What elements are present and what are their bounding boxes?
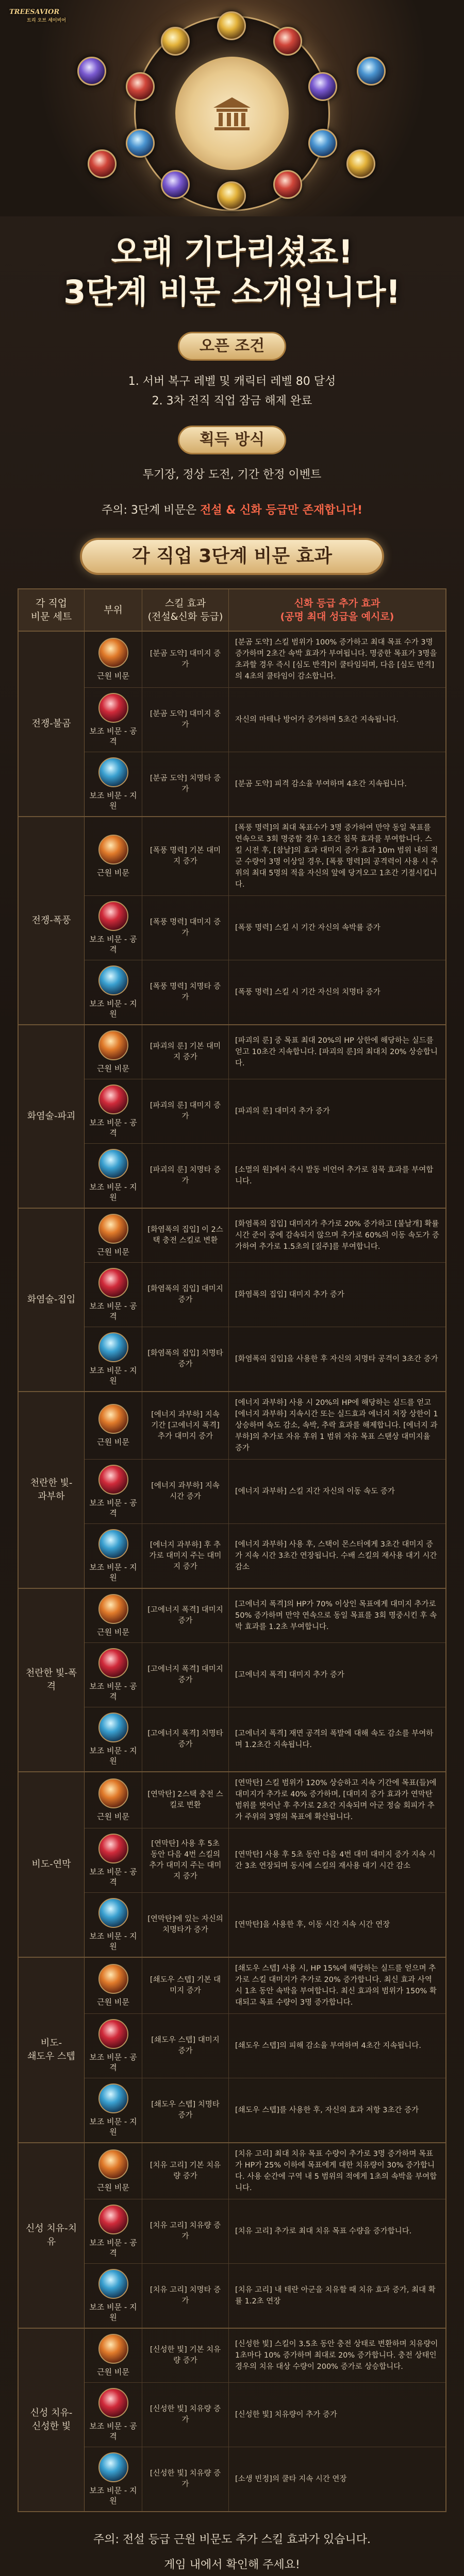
mythic-effect: [쇄도우 스텝]의 피해 감소율 부여하며 4초간 지속됩니다. — [235, 2042, 421, 2050]
wheel-center — [175, 57, 289, 170]
rune-slot — [85, 2199, 142, 2263]
effects-banner: 각 직업 3단계 비문 효과 — [80, 538, 384, 575]
skill-effect: [고에너지 폭격] 대미지 증가 — [142, 1589, 229, 1642]
rune-gem-icon — [273, 27, 302, 56]
rune-gem-icon — [346, 149, 375, 178]
rune-icon — [98, 1834, 128, 1863]
table-row — [85, 1144, 445, 1208]
rune-slot-label: 보조 비문 - 지원 — [89, 2486, 137, 2505]
rune-icon — [98, 1778, 128, 1808]
rune-icon — [98, 1529, 128, 1559]
rune-slot — [85, 1209, 142, 1262]
headline-line-1: 오래 기다리셨죠! — [111, 233, 353, 270]
rune-slot — [85, 817, 142, 895]
table-group — [19, 1392, 445, 1589]
skill-effect: [고에너지 폭격] 치명타 증가 — [142, 1707, 229, 1771]
skill-effect: [쇄도우 스텝] 대미지 증가 — [142, 2014, 229, 2078]
rune-slot — [85, 2383, 142, 2447]
rune-slot — [85, 1524, 142, 1588]
rune-slot — [85, 752, 142, 816]
rune-set-name: 전쟁-폭풍 — [19, 817, 85, 1024]
skill-effect: [폭풍 명력] 치명타 증가 — [142, 960, 229, 1024]
skill-effect: [치유 고리] 치명타 증가 — [142, 2264, 229, 2328]
rune-slot-label: 보조 비문 - 지원 — [89, 2302, 137, 2322]
rune-icon — [98, 1648, 128, 1678]
rune-slot — [85, 1460, 142, 1523]
rune-slot-label: 보조 비문 - 공격 — [89, 1682, 137, 1701]
mythic-effect: [폭풍 명력]의 최대 목표수가 3명 증가하여 만약 동일 목표를 연속으로 3회 명중할 경우 1초간 침묵 효과를 부여합니다. 스킬 시전 후, [참날]의 효과 대미지 증가 효과 10m 범위 내의 적군 수량이 3명 이상일 경우, [폭풍 명력]의 공격력이 사용 시 주위의 최대 5명의 적을 자신의 앞에 당겨오고 1초간 기절시킵니다. — [235, 824, 438, 889]
mythic-effect: [고에너지 폭격] 재면 공격의 폭발에 대해 속도 감소를 부여하며 1.2초간 지속됩니다. — [235, 1730, 434, 1749]
skill-effect: [폭풍 명력] 기본 대미지 증가 — [142, 817, 229, 895]
rune-gem-icon — [161, 27, 190, 56]
skill-effect: [쇄도우 스텝] 기본 대미지 증가 — [142, 1958, 229, 2013]
header-skill-effect: 스킬 효과 (전설&신화 등급) — [142, 589, 229, 631]
hero-banner — [0, 0, 464, 216]
skill-effect: [치유 고리] 치유량 증가 — [142, 2199, 229, 2263]
rune-slot — [85, 1643, 142, 1707]
mythic-effect: [소생 빈정]의 쿨타 지속 시간 연장 — [235, 2475, 347, 2483]
mythic-effect: [에너지 과부하] 사용 후, 스택이 몬스터에게 3초간 대미지 증가 지속 시간 3초간 연장됩니다. 수배 스킬의 재사용 대기 시간 감소 — [235, 1540, 437, 1571]
rune-icon — [98, 2019, 128, 2049]
rune-slot — [85, 1079, 142, 1143]
mythic-effect: 자신의 마테나 방어가 증가하며 5초간 지속됩니다. — [235, 716, 399, 724]
grade-note — [0, 501, 464, 517]
rune-slot — [85, 1025, 142, 1079]
table-group — [19, 1209, 445, 1392]
conditions-label: 오픈 조건 — [178, 332, 286, 361]
rune-set-name: 전쟁-불곰 — [19, 632, 85, 816]
headline-line-2: 3단계 비문 소개입니다! — [63, 273, 401, 311]
rune-icon — [98, 1713, 128, 1742]
rune-slot — [85, 960, 142, 1024]
rune-icon — [98, 757, 128, 787]
grade-note-highlight: 전설 & 신화 등급만 존재합니다! — [200, 504, 363, 517]
rune-slot-label: 보조 비문 - 공격 — [89, 1498, 137, 1518]
table-group — [19, 1589, 445, 1772]
logo-text: TREESAVIOR — [9, 8, 60, 16]
rune-gem-icon — [77, 57, 106, 86]
rune-gem-icon — [88, 149, 117, 178]
rune-icon — [98, 1030, 128, 1060]
rune-slot — [85, 1772, 142, 1828]
game-logo — [9, 8, 66, 33]
mythic-effect: [소멸의 원]에서 즉시 발동 비언어 추가로 침묵 효과를 부여합니다. — [235, 1166, 434, 1185]
skill-effect: [연막탄] 사용 후 5초 동안 다음 4번 스킬의 추가 대미지 주는 대미지 증가 — [142, 1828, 229, 1892]
footer-note: 주의: 전설 등급 근원 비문도 추가 스킬 효과가 있습니다. — [93, 2533, 371, 2546]
mythic-effect: [신성한 빛] 스킬이 3.5초 동안 충전 상태로 변환하며 치유량이 1초마다 10% 증가하며 최대로 20% 증가합니다. 충전 상태인 경우의 치유 대상 수량이 200% 증가로 상승합니다. — [235, 2340, 438, 2371]
table-row — [85, 960, 445, 1024]
table-group — [19, 2329, 445, 2511]
table-row — [85, 1772, 445, 1828]
rune-gem-icon — [126, 129, 155, 158]
rune-slot-label: 근원 비문 — [97, 1064, 129, 1073]
mythic-effect: [치유 고리] 내 테란 아군을 치유할 때 치유 효과 증가, 최대 확률 1.2초 연장 — [235, 2286, 436, 2306]
skill-effect: [분곰 도약] 치명타 증가 — [142, 752, 229, 816]
table-row — [85, 1209, 445, 1263]
rune-gem-icon — [308, 72, 337, 101]
table-row — [85, 2383, 445, 2447]
rune-icon — [98, 1964, 128, 1994]
table-row — [85, 2447, 445, 2511]
table-row — [85, 2143, 445, 2199]
rune-slot — [85, 2264, 142, 2328]
table-row — [85, 1025, 445, 1079]
skill-effect: [연막탄]에 있는 자신의 치명타가 증가 — [142, 1893, 229, 1957]
skill-effect: [연막탄] 2스택 충전 스킬로 변환 — [142, 1772, 229, 1828]
rune-slot-label: 보조 비문 - 지원 — [89, 1931, 137, 1951]
mythic-effect: [화염폭의 집입] 대미지 추가 증가 — [235, 1291, 344, 1299]
mythic-effect: [파괴의 룬] 중 목표 최대 20%의 HP 상한에 해당하는 실드를 얻고 10초간 지속합니다. [파괴의 룬]의 최대치 20% 상승합니다. — [235, 1037, 438, 1067]
table-row — [85, 1707, 445, 1771]
skill-effect: [화염폭의 집입] 대미지 증가 — [142, 1263, 229, 1327]
acquire-text: 투기장, 정상 도전, 기간 한정 이벤트 — [142, 468, 322, 481]
mythic-effect: [신성한 빛] 치유량이 추가 증가 — [235, 2411, 337, 2419]
skill-effect: [파괴의 룬] 치명타 증가 — [142, 1144, 229, 1208]
rune-icon — [98, 835, 128, 865]
table-row — [85, 632, 445, 688]
rune-icon — [98, 1214, 128, 1244]
rune-slot-label: 보조 비문 - 지원 — [89, 1563, 137, 1582]
rune-slot-label: 보조 비문 - 공격 — [89, 2238, 137, 2258]
table-row — [85, 2329, 445, 2383]
condition-item: 2. 3차 전직 직업 잠금 해제 완료 — [152, 395, 312, 408]
table-row — [85, 2199, 445, 2264]
rune-slot — [85, 1958, 142, 2013]
rune-icon — [98, 2269, 128, 2299]
rune-icon — [98, 1594, 128, 1624]
rune-slot — [85, 2329, 142, 2382]
table-row — [85, 1958, 445, 2014]
rune-slot — [85, 1707, 142, 1771]
rune-slot-label: 근원 비문 — [97, 1628, 129, 1637]
table-row — [85, 1828, 445, 1893]
rune-slot-label: 보조 비문 - 공격 — [89, 935, 137, 954]
rune-gem-icon — [126, 72, 155, 101]
mythic-effect: [파괴의 룬] 대미지 추가 증가 — [235, 1107, 330, 1115]
rune-icon — [98, 2149, 128, 2179]
rune-slot — [85, 1327, 142, 1391]
rune-set-name: 화염술-집입 — [19, 1209, 85, 1391]
grade-note-prefix: 주의: — [101, 504, 131, 517]
table-row — [85, 896, 445, 960]
mythic-effect: [쇄도우 스텝] 사용 시, HP 15%에 해당하는 실드를 얻으며 추가로 스킬 대미지가 추가로 20% 증가합니다. 최신 효과 사역 시 1초 동안 속박을 부여합니다. 최신 효과의 범위가 150% 확대되고 목표 수량이 3명 증가합니다. — [235, 1964, 437, 2007]
mythic-effect: [분곰 도약] 피격 감소율 부여하며 4초간 지속됩니다. — [235, 780, 407, 788]
mythic-effect: [치유 고리] 추가로 최대 치유 목표 수량을 증가합니다. — [235, 2227, 412, 2235]
rune-icon — [98, 2334, 128, 2364]
table-row — [85, 1392, 445, 1460]
table-row — [85, 1589, 445, 1643]
rune-slot-label: 보조 비문 - 공격 — [89, 1118, 137, 1138]
rune-slot-label: 보조 비문 - 공격 — [89, 726, 137, 746]
skill-effect: [파괴의 룬] 기본 대미지 증가 — [142, 1025, 229, 1079]
grade-note-text: 3단계 비문은 — [130, 504, 201, 517]
mythic-effect: [고에너지 폭격]의 HP가 70% 이상인 목표에게 대미지 추가로 50% 증가하며 만약 연속으로 동일 목표를 3회 명중시킨 후 속박 효과를 1.2초 부여합니다. — [235, 1600, 437, 1631]
rune-slot-label: 보조 비문 - 지원 — [89, 1366, 137, 1385]
rune-slot-label: 근원 비문 — [97, 1997, 129, 2007]
table-row — [85, 2078, 445, 2142]
conditions-list — [0, 372, 464, 411]
rune-icon — [98, 2205, 128, 2234]
mythic-effect: [치유 고리] 최대 치유 목표 수량이 추가로 3명 증가하며 목표가 HP가 25% 이하에 목표에게 대한 치유량이 30% 증가합니다. 사용 순간에 구역 내 5 범위의 적에게 1초의 속박을 부여합니다. — [235, 2150, 437, 2192]
rune-gem-icon — [161, 170, 190, 199]
rune-slot-label: 보조 비문 - 공격 — [89, 1301, 137, 1321]
mythic-effect: [쇄도우 스텝]를 사용한 후, 자신의 효과 저항 3초간 증가 — [235, 2106, 419, 2114]
rune-slot-label: 보조 비문 - 지원 — [89, 1182, 137, 1202]
table-row — [85, 1643, 445, 1707]
rune-icon — [98, 1465, 128, 1495]
mythic-effect: [분곰 도약] 스킬 범위가 100% 증가하고 최대 목표 수가 3명 증가하며 2초간 속박 효과가 부여됩니다. 명중한 목표가 3명을 초과할 경우 즉시 [심도 반격]이 쿨타임되며, 다음 [심도 반격]의 4초의 쿨타임이 감소합니다. — [235, 638, 437, 681]
skill-effect: [에너지 과부하] 후 추가로 대미지 주는 대미지 증가 — [142, 1524, 229, 1588]
skill-effect: [고에너지 폭격] 대미지 증가 — [142, 1643, 229, 1707]
table-body — [19, 632, 445, 2511]
rune-icon — [98, 2452, 128, 2482]
skill-effect: [신성한 빛] 치유량 증가 — [142, 2447, 229, 2511]
rune-set-name: 비도- 쇄도우 스텝 — [19, 1958, 85, 2142]
rune-icon — [98, 1404, 128, 1434]
table-row — [85, 1893, 445, 1957]
temple-icon — [211, 95, 253, 131]
rune-slot-label: 근원 비문 — [97, 1812, 129, 1821]
rune-gem-icon — [217, 11, 246, 40]
rune-icon — [98, 638, 128, 668]
rune-icon — [98, 1084, 128, 1114]
mythic-effect: [에너지 과부하] 스킬 지간 자신의 이동 속도 증가 — [235, 1487, 395, 1496]
footer-sub: 게임 내에서 확인해 주세요! — [164, 2558, 300, 2571]
rune-gem-icon — [357, 57, 386, 86]
mythic-effect: [연막탄]을 사용한 후, 이동 시간 지속 시간 연장 — [235, 1921, 390, 1929]
rune-slot — [85, 632, 142, 687]
rune-slot — [85, 1893, 142, 1957]
rune-icon — [98, 2083, 128, 2113]
mythic-effect: [폭풍 명력] 스킬 시 기간 자신의 치명타 증가 — [235, 988, 380, 996]
rune-slot-label: 보조 비문 - 지원 — [89, 791, 137, 810]
rune-gem-icon — [273, 170, 302, 199]
rune-gem-icon — [308, 129, 337, 158]
mythic-effect: [고에너지 폭격] 대미지 추가 증가 — [235, 1671, 344, 1679]
rune-slot — [85, 2143, 142, 2199]
rune-slot-label: 근원 비문 — [97, 671, 129, 681]
rune-icon — [98, 901, 128, 931]
table-row — [85, 1524, 445, 1588]
rune-slot — [85, 1589, 142, 1642]
rune-set-name: 천란한 빛- 과부하 — [19, 1392, 85, 1588]
skill-effect: [신성한 빛] 치유량 증가 — [142, 2383, 229, 2447]
skill-effect: [신성한 빛] 기본 치유량 증가 — [142, 2329, 229, 2382]
skill-effect: [화염폭의 집입] 치명타 증가 — [142, 1327, 229, 1391]
skill-effect: [폭풍 명력] 대미지 증가 — [142, 896, 229, 960]
header-set: 각 직업 비문 세트 — [19, 589, 85, 631]
skill-effect: [쇄도우 스텝] 치명타 증가 — [142, 2078, 229, 2142]
rune-gem-icon — [217, 181, 246, 210]
mythic-effect: [화염폭의 집입]을 사용한 후 자신의 치명타 공격이 3초간 증가 — [235, 1355, 438, 1363]
rune-slot — [85, 2447, 142, 2511]
rune-set-name: 신성 치유- 신성한 빛 — [19, 2329, 85, 2511]
table-row — [85, 1460, 445, 1524]
rune-effects-table — [18, 588, 446, 2512]
rune-slot-label: 근원 비문 — [97, 2183, 129, 2192]
mythic-effect: [에너지 과부하] 사용 시 20%의 HP에 해당하는 실드를 얻고 [에너지 과부하] 지속시간 또는 실드효과 에너지 저장 상한이 1 상승하며 속도 감소, 속박, 추락 효과를 해제합니다. [에너지 과부하]의 추가로 자유 후위 1 범위 자유 목표 스탠상 대미지율 증가 — [235, 1399, 438, 1452]
rune-icon — [98, 2388, 128, 2418]
table-group — [19, 1772, 445, 1958]
table-row — [85, 1079, 445, 1144]
table-row — [85, 2264, 445, 2328]
table-group — [19, 1025, 445, 1209]
rune-slot-label: 보조 비문 - 공격 — [89, 2421, 137, 2441]
rune-slot-label: 근원 비문 — [97, 1247, 129, 1257]
logo-subtext: 트리 오브 세이비어 — [27, 18, 66, 23]
rune-slot-label: 근원 비문 — [97, 1437, 129, 1447]
rune-slot — [85, 1828, 142, 1892]
acquire-label: 획득 방식 — [178, 426, 286, 454]
table-group — [19, 817, 445, 1025]
rune-icon — [98, 1268, 128, 1298]
skill-effect: [파괴의 룬] 대미지 증가 — [142, 1079, 229, 1143]
rune-slot-label: 보조 비문 - 지원 — [89, 2117, 137, 2137]
rune-slot — [85, 2014, 142, 2078]
mythic-effect: [화염폭의 집입] 대미지가 추가로 20% 증가하고 [불날개] 확률 시간 준이 중에 감속되지 않으며 추가로 60%의 이동 속도가 증가하여 추가로 1.5초의 [질주]를 부여합니다. — [235, 1220, 439, 1251]
rune-slot-label: 보조 비문 - 공격 — [89, 2053, 137, 2072]
rune-slot-label: 보조 비문 - 지원 — [89, 999, 137, 1019]
table-row — [85, 1327, 445, 1391]
table-row — [85, 1263, 445, 1327]
mythic-effect: [연막탄] 스킬 범위가 120% 상승하고 지속 기간에 목표(들)에 대미지가 추가로 40% 증가하며, [대미지 증가 효과가 연막탄 범위를 벗어난 후 추가로 2초간 지속되며 아군 정술 회피가 추가 주위의 3명의 목표에 확산됩니다. — [235, 1779, 437, 1821]
headline — [0, 216, 464, 317]
rune-set-name: 화염술-파괴 — [19, 1025, 85, 1208]
rune-icon — [98, 1149, 128, 1179]
rune-slot — [85, 2078, 142, 2142]
skill-effect: [화염폭의 집입] 이 2스택 충전 스킬로 변환 — [142, 1209, 229, 1262]
skill-effect: [에너지 과부하] 지속 기간 [고에너지 폭격] 추가 대미지 증가 — [142, 1392, 229, 1459]
rune-icon — [98, 1898, 128, 1928]
table-row — [85, 752, 445, 816]
rune-slot — [85, 1263, 142, 1327]
header-mythic-effect: 신화 등급 추가 효과 (공명 최대 성급을 예시로) — [280, 598, 394, 622]
header-slot: 부위 — [85, 589, 142, 631]
table-header — [19, 589, 445, 632]
rune-set-name: 비도-연막 — [19, 1772, 85, 1957]
rune-icon — [98, 965, 128, 995]
rune-slot-label: 근원 비문 — [97, 868, 129, 877]
rune-slot-label: 근원 비문 — [97, 2367, 129, 2377]
table-row — [85, 817, 445, 896]
mythic-effect: [연막탄] 사용 후 5초 동안 다음 4번 대미 대미지 증가 지속 시간 3초 연장되며 동시에 스킬의 재사용 대기 시간 감소 — [235, 1851, 436, 1870]
skill-effect: [에너지 과부하] 지속 시간 증가 — [142, 1460, 229, 1523]
table-group — [19, 1958, 445, 2143]
rune-slot-label: 보조 비문 - 공격 — [89, 1867, 137, 1887]
mythic-effect: [폭풍 명력] 스킬 시 기간 자신의 속박률 증가 — [235, 924, 380, 932]
rune-set-name: 천란한 빛-폭격 — [19, 1589, 85, 1771]
rune-slot — [85, 1144, 142, 1208]
rune-slot — [85, 896, 142, 960]
rune-slot — [85, 688, 142, 752]
rune-set-name: 신성 치유-치유 — [19, 2143, 85, 2328]
condition-item: 1. 서버 복구 레벨 및 캐릭터 레벨 80 달성 — [128, 375, 336, 388]
skill-effect: [치유 고리] 기본 치유량 증가 — [142, 2143, 229, 2199]
skill-effect: [분곰 도약] 대미지 증가 — [142, 632, 229, 687]
rune-icon — [98, 693, 128, 723]
rune-slot-label: 보조 비문 - 지원 — [89, 1746, 137, 1766]
table-row — [85, 2014, 445, 2078]
skill-effect: [분곰 도약] 대미지 증가 — [142, 688, 229, 752]
table-row — [85, 688, 445, 752]
table-group — [19, 632, 445, 817]
rune-icon — [98, 1332, 128, 1362]
table-group — [19, 2143, 445, 2329]
rune-slot — [85, 1392, 142, 1459]
